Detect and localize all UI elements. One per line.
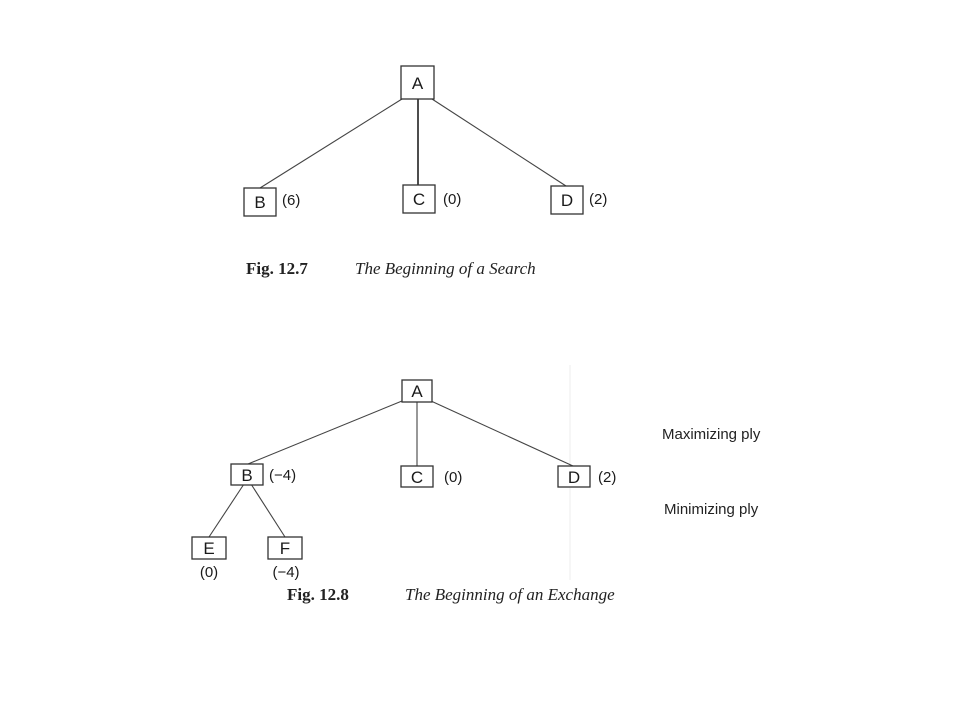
node-d: [558, 466, 616, 487]
node-e-label: E: [203, 539, 215, 558]
node-e-value: (0): [199, 564, 219, 581]
node-c: [403, 185, 461, 213]
node-f-value: (−4): [272, 564, 300, 581]
node-f-label: F: [279, 539, 291, 558]
caption-12-7: [246, 259, 536, 278]
node-a: [402, 380, 432, 402]
caption-number: Fig. 12.8: [287, 585, 349, 604]
minimizing-ply-label: Minimizing ply: [664, 501, 759, 518]
node-d-label: D: [560, 191, 574, 210]
node-c: [401, 466, 462, 487]
caption-title: The Beginning of a Search: [355, 259, 536, 278]
edge-a-b: [260, 99, 402, 188]
edge-b-e: [209, 484, 244, 537]
caption-number: Fig. 12.7: [246, 259, 308, 278]
node-a-label: A: [411, 382, 423, 401]
node-f: [268, 537, 302, 581]
node-b: [231, 464, 296, 485]
node-b-value: (−4): [269, 467, 297, 484]
node-b-value: (6): [282, 192, 301, 209]
figure-12-7: [244, 66, 607, 278]
node-b: [244, 188, 300, 216]
node-c-label: C: [412, 190, 426, 209]
node-b-label: B: [254, 193, 266, 212]
node-a: [401, 66, 434, 99]
edge-a-d: [431, 401, 573, 466]
edge-a-b: [248, 401, 402, 464]
edge-a-d: [432, 99, 566, 186]
node-e: [192, 537, 226, 581]
node-a-label: A: [411, 74, 424, 93]
caption-title: The Beginning of an Exchange: [405, 585, 615, 604]
edge-b-f: [251, 484, 285, 537]
maximizing-ply-label: Maximizing ply: [662, 426, 761, 443]
node-d-label: D: [567, 468, 581, 487]
node-c-label: C: [410, 468, 424, 487]
node-c-value: (0): [444, 469, 463, 486]
node-b-label: B: [241, 466, 253, 485]
node-d: [551, 186, 607, 214]
node-d-value: (2): [589, 191, 608, 208]
node-d-value: (2): [598, 469, 617, 486]
figure-12-8: [192, 380, 761, 604]
caption-12-8: [287, 585, 615, 604]
node-c-value: (0): [443, 191, 462, 208]
